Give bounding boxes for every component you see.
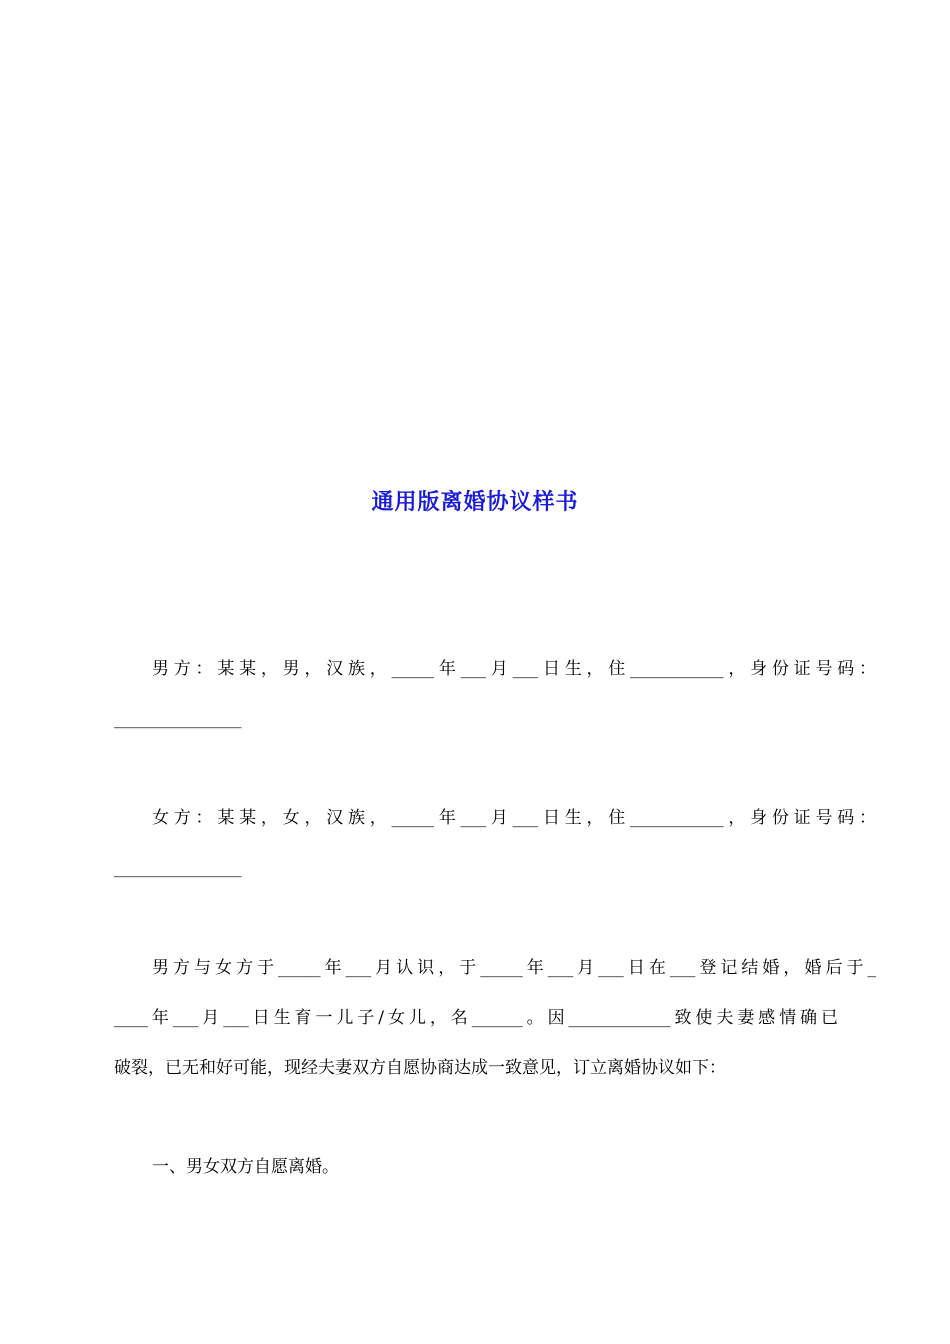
marriage-paragraph-line-2: ____年___月___日生育一儿子/女儿，名______。因____________致使夫妻感情确已 — [114, 1008, 838, 1028]
female-party-line: 女方：某某，女，汉族，_____年___月___日生，住___________，身份证号码： — [152, 808, 876, 828]
marriage-paragraph-line-3: 破裂，已无和好可能，现经夫妻双方自愿协商达成一致意见，订立离婚协议如下： — [114, 1058, 726, 1078]
male-party-line: 男方：某某，男，汉族，_____年___月___日生，住___________，身份证号码： — [152, 659, 876, 679]
marriage-paragraph-line-1: 男方与女方于_____年___月认识，于_____年___月___日在___登记结婚，婚后于_ — [152, 958, 876, 978]
clause-one: 一、男女双方自愿离婚。 — [152, 1157, 339, 1177]
female-id-blank: _______________ — [114, 858, 242, 878]
male-id-blank: _______________ — [114, 709, 242, 729]
document-title: 通用版离婚协议样书 — [371, 489, 579, 515]
